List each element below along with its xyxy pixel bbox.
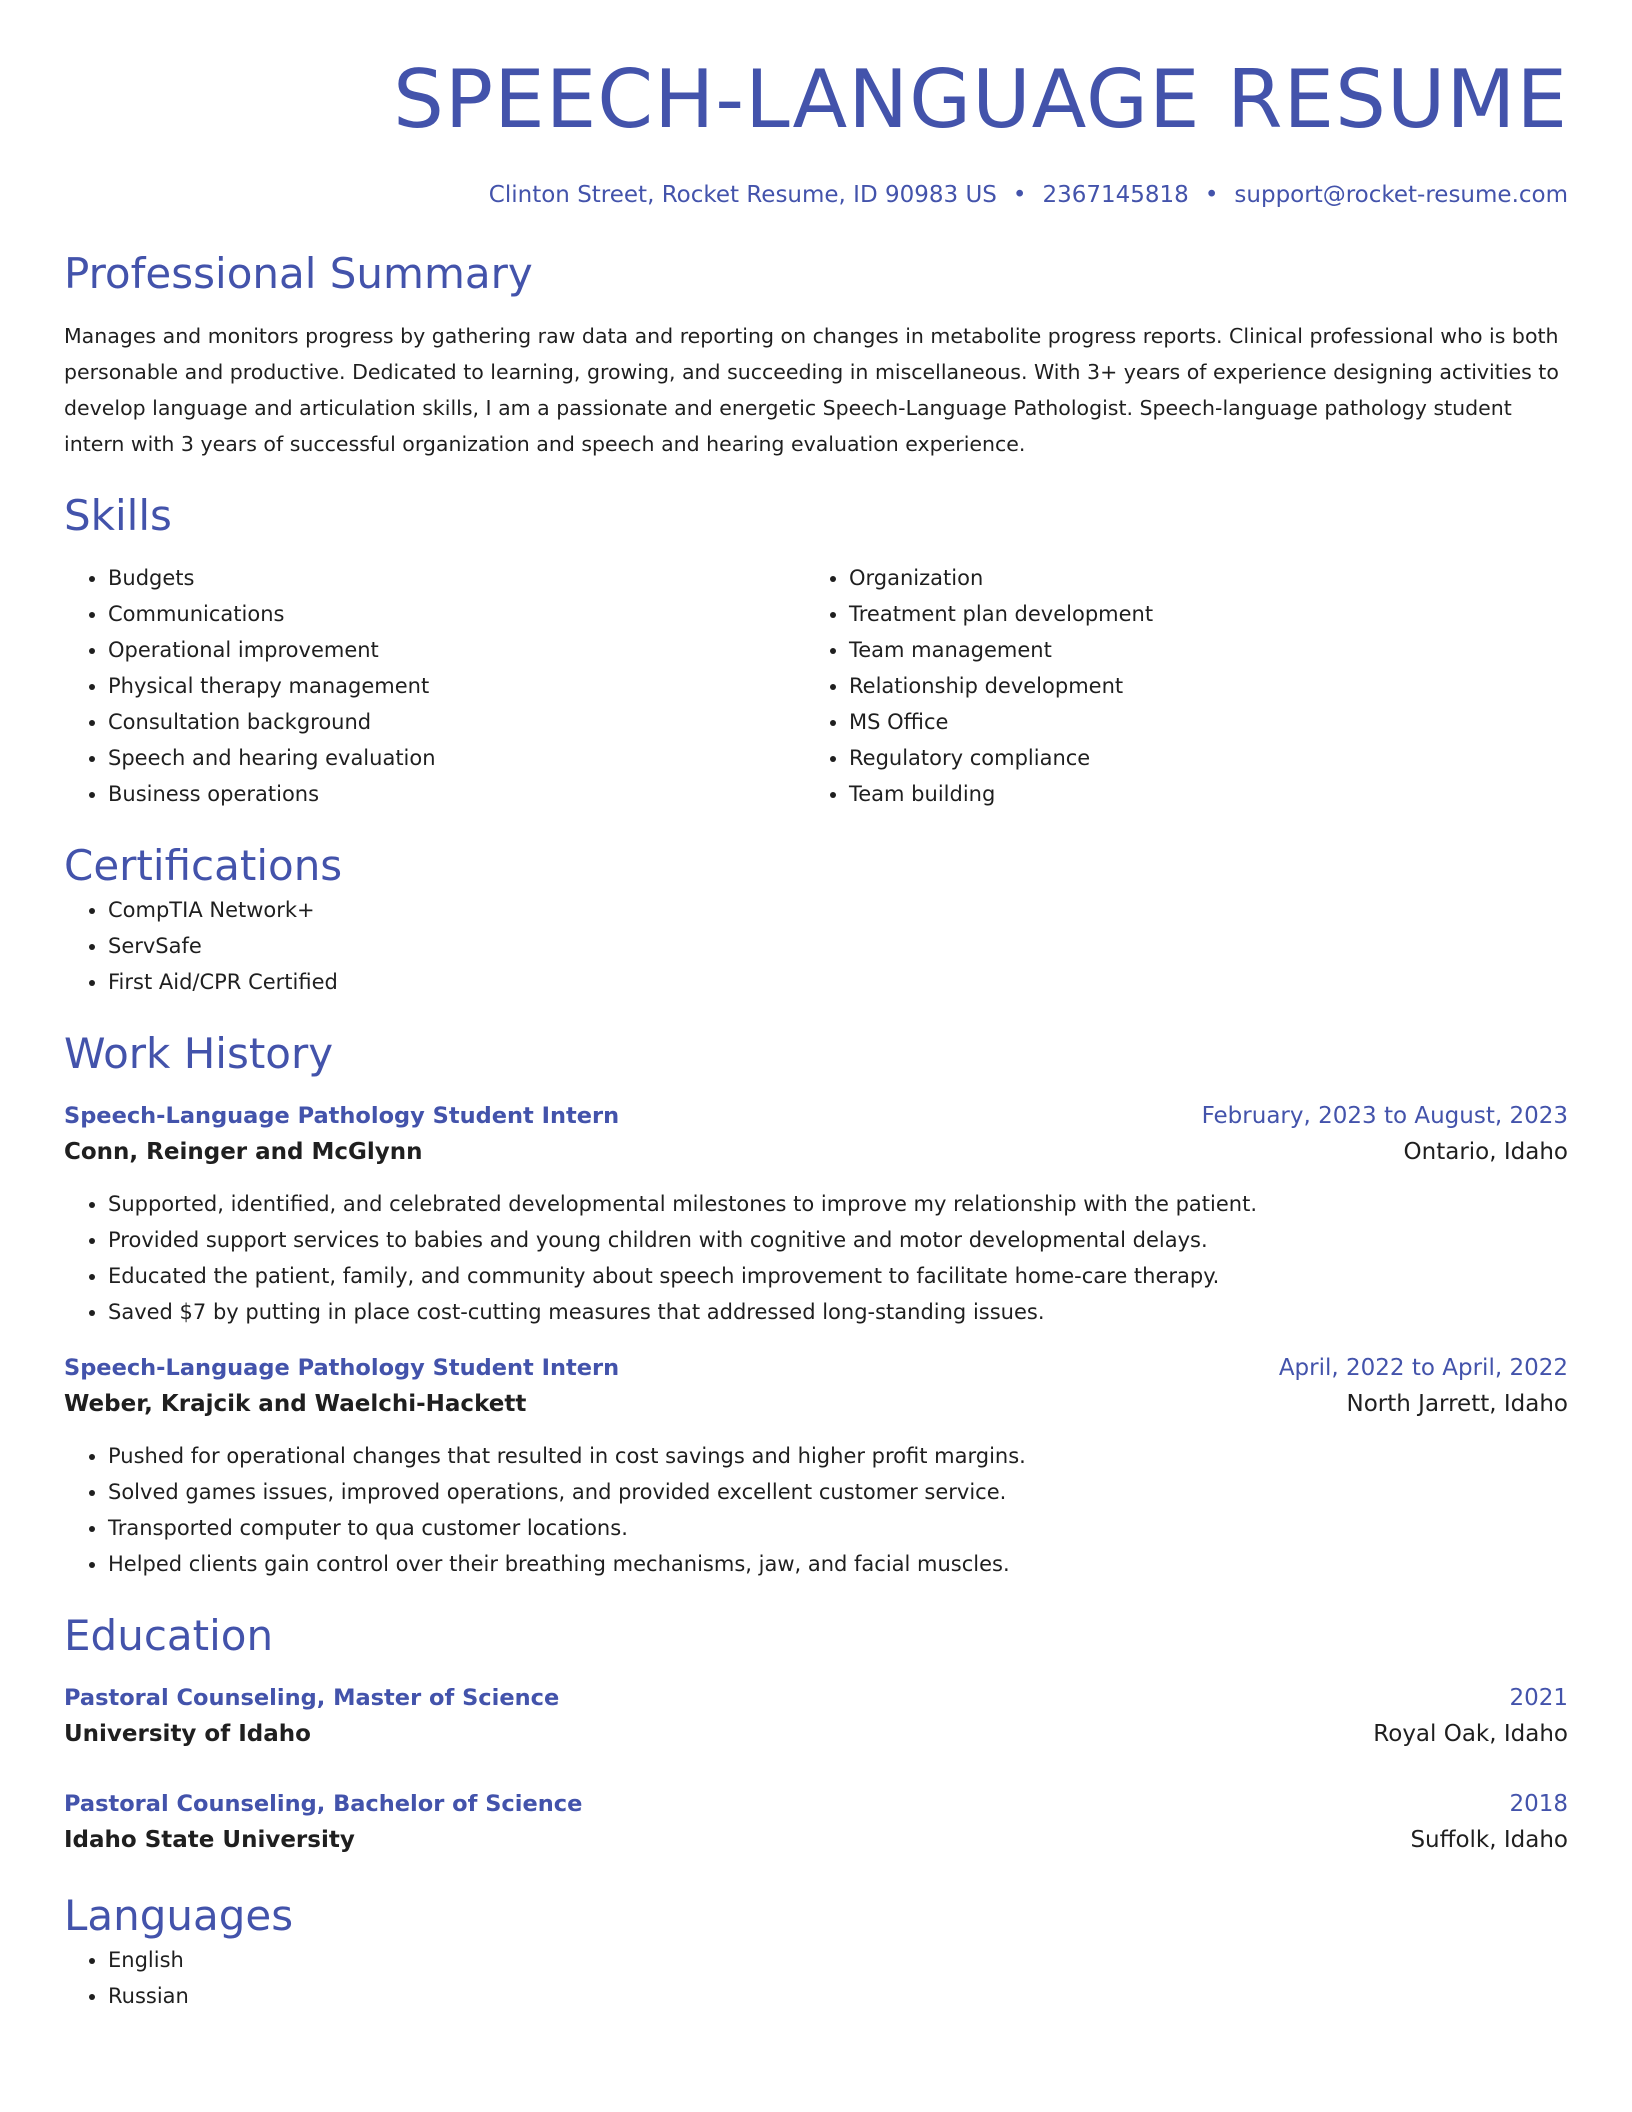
language-item: • Russian <box>108 1978 1568 2014</box>
job-bullet: • Transported computer to qua customer locations. <box>108 1510 1568 1546</box>
job-dates: April, 2022 to April, 2022 <box>1278 1355 1568 1381</box>
job-location: North Jarrett, Idaho <box>1346 1391 1568 1417</box>
job-bullet: • Supported, identified, and celebrated developmental milestones to improve my relationship with the patient. <box>108 1186 1568 1222</box>
job-dates: February, 2023 to August, 2023 <box>1201 1103 1568 1129</box>
skill-item: • Physical therapy management <box>108 668 805 704</box>
contact-phone: 2367145818 <box>1042 182 1189 208</box>
skill-item: • Business operations <box>108 776 805 812</box>
education-school-row <box>64 1822 1568 1858</box>
certification-item: • ServSafe <box>108 928 1568 964</box>
job-company: Weber, Krajcik and Waelchi-Hackett <box>64 1391 527 1417</box>
education-year: 2018 <box>1509 1791 1568 1817</box>
skill-item: • Speech and hearing evaluation <box>108 740 805 776</box>
education-heading: Education <box>64 1611 274 1660</box>
job-title: Speech-Language Pathology Student Intern <box>64 1103 620 1129</box>
skill-item: • Consultation background <box>108 704 805 740</box>
certification-item: • CompTIA Network+ <box>108 892 1568 928</box>
skill-item: • Organization <box>849 560 1546 596</box>
contact-email[interactable]: support@rocket-resume.com <box>1234 182 1568 208</box>
certifications-heading: Certifications <box>64 841 343 890</box>
job-bullet: • Pushed for operational changes that resulted in cost savings and higher profit margins. <box>108 1438 1568 1474</box>
skills-list <box>64 560 1568 812</box>
contact-line <box>64 180 1568 210</box>
skills-column-left <box>64 560 805 812</box>
job-location: Ontario, Idaho <box>1403 1139 1568 1165</box>
skill-item: • Team building <box>849 776 1546 812</box>
job-header-row <box>64 1350 1568 1386</box>
education-location: Royal Oak, Idaho <box>1373 1721 1568 1747</box>
contact-separator: • <box>1204 182 1219 208</box>
education-degree-row <box>64 1680 1568 1716</box>
language-item: • English <box>108 1942 1568 1978</box>
resume-header <box>64 0 1568 210</box>
languages-heading: Languages <box>64 1891 294 1940</box>
education-degree-row <box>64 1786 1568 1822</box>
education-entry <box>64 1680 1568 1752</box>
skills-column-right <box>805 560 1546 812</box>
skill-item: • MS Office <box>849 704 1546 740</box>
skill-item: • Budgets <box>108 560 805 596</box>
skill-item: • Regulatory compliance <box>849 740 1546 776</box>
education-year: 2021 <box>1509 1685 1568 1711</box>
education-school-row <box>64 1716 1568 1752</box>
education-entry <box>64 1786 1568 1858</box>
job-bullets <box>64 1438 1568 1582</box>
education-degree: Pastoral Counseling, Master of Science <box>64 1685 560 1711</box>
skill-item: • Operational improvement <box>108 632 805 668</box>
contact-separator: • <box>1012 182 1027 208</box>
summary-text: Manages and monitors progress by gathering raw data and reporting on changes in metabolite progress reports. Clinical professional who is both personable and productive. Dedicated to learning, growing, and succeeding in miscellaneous. With 3+ years of experience designing activities to develop language and articulation skills, I am a passionate and energetic Speech-Language Pathologist. Speech-language pathology student intern with 3 years of successful organization and speech and hearing evaluation experience. <box>64 324 1559 456</box>
education-location: Suffolk, Idaho <box>1410 1827 1568 1853</box>
job-company-row <box>64 1386 1568 1422</box>
education-school: Idaho State University <box>64 1827 355 1853</box>
job-bullet: • Helped clients gain control over their breathing mechanisms, jaw, and facial muscles. <box>108 1546 1568 1582</box>
certification-item: • First Aid/CPR Certified <box>108 964 1568 1000</box>
job-entry <box>64 1350 1568 1582</box>
job-bullets <box>64 1186 1568 1330</box>
education-school: University of Idaho <box>64 1721 311 1747</box>
certifications-list <box>64 892 1568 1000</box>
skill-item: • Treatment plan development <box>849 596 1546 632</box>
skill-item: • Team management <box>849 632 1546 668</box>
job-bullet: • Provided support services to babies and young children with cognitive and motor developmental delays. <box>108 1222 1568 1258</box>
job-company: Conn, Reinger and McGlynn <box>64 1139 423 1165</box>
job-title: Speech-Language Pathology Student Intern <box>64 1355 620 1381</box>
summary-heading: Professional Summary <box>64 249 533 298</box>
job-company-row <box>64 1134 1568 1170</box>
job-bullet: • Solved games issues, improved operations, and provided excellent customer service. <box>108 1474 1568 1510</box>
work-history-heading: Work History <box>64 1029 334 1078</box>
job-bullet: • Saved $7 by putting in place cost-cutting measures that addressed long-standing issues. <box>108 1294 1568 1330</box>
languages-list <box>64 1942 1568 2014</box>
job-header-row <box>64 1098 1568 1134</box>
skill-item: • Communications <box>108 596 805 632</box>
job-entry <box>64 1098 1568 1330</box>
contact-address: Clinton Street, Rocket Resume, ID 90983 US <box>488 182 997 208</box>
job-bullet: • Educated the patient, family, and community about speech improvement to facilitate home-care therapy. <box>108 1258 1568 1294</box>
education-degree: Pastoral Counseling, Bachelor of Science <box>64 1791 583 1817</box>
resume-name: SPEECH-LANGUAGE RESUME <box>393 53 1568 146</box>
skill-item: • Relationship development <box>849 668 1546 704</box>
skills-heading: Skills <box>64 491 172 540</box>
